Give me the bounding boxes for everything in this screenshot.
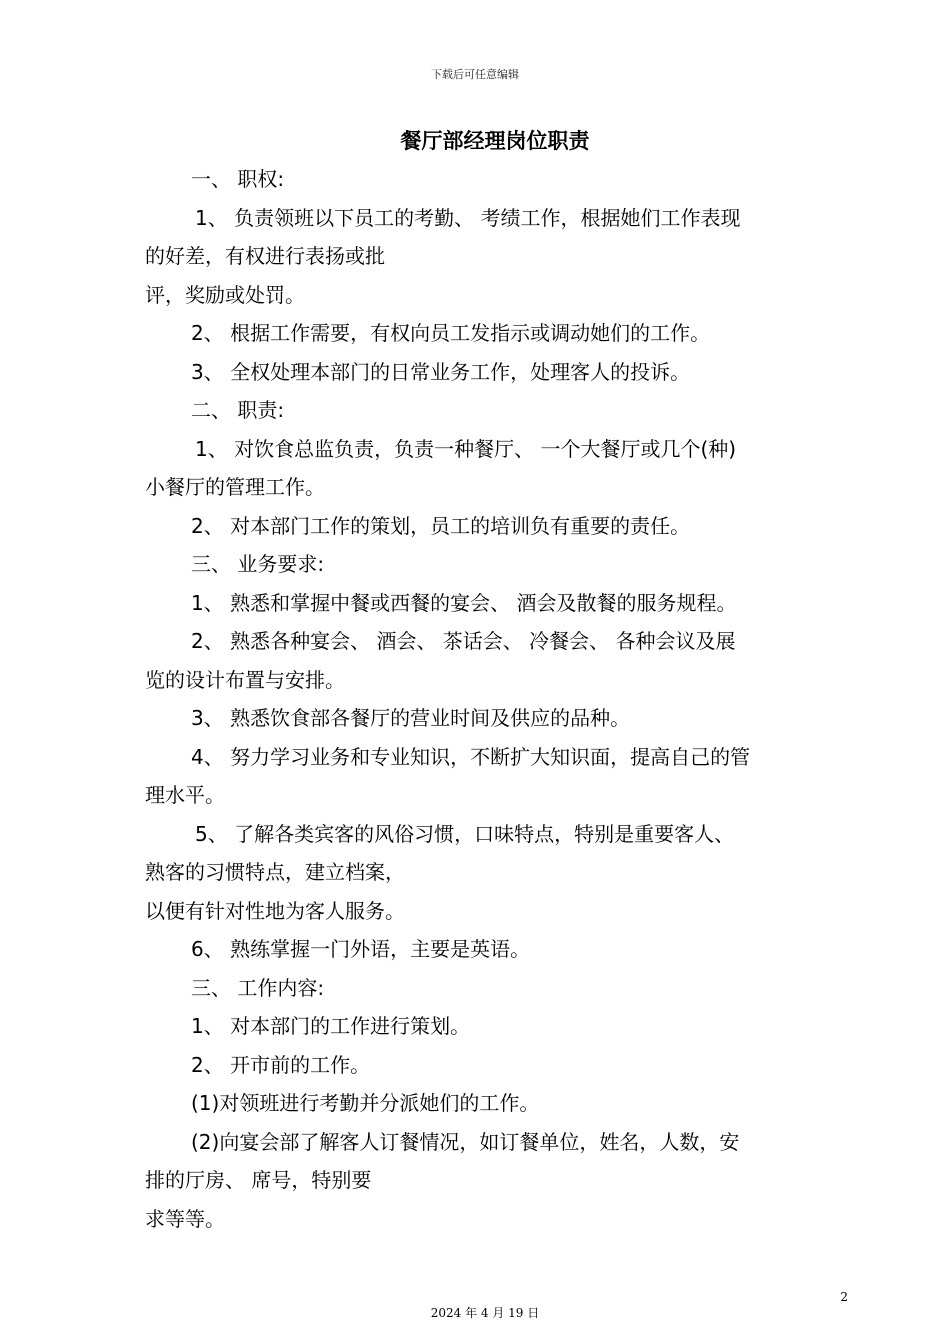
- body-line: 6、 熟练掌握一门外语，主要是英语。: [191, 937, 531, 961]
- body-line: 小餐厅的管理工作。: [145, 475, 325, 499]
- body-line: 3、 全权处理本部门的日常业务工作，处理客人的投诉。: [191, 359, 691, 384]
- section-heading: 二、 职责:: [191, 398, 285, 422]
- body-line: (2)向宴会部了解客人订餐情况，如订餐单位，姓名，人数，安: [191, 1129, 740, 1154]
- body-line: 1、 熟悉和掌握中餐或西餐的宴会、 酒会及散餐的服务规程。: [191, 590, 737, 615]
- body-line: 4、 努力学习业务和专业知识，不断扩大知识面，提高自己的管: [191, 744, 751, 769]
- body-line: 求等等。: [145, 1206, 225, 1231]
- body-line: 评，奖励或处罚。: [145, 282, 305, 307]
- body-line: 1、 对本部门的工作进行策划。: [191, 1014, 471, 1038]
- body-line: 2、 对本部门工作的策划，员工的培训负有重要的责任。: [191, 513, 691, 538]
- body-line: 1、 对饮食总监负责，负责一种餐厅、 一个大餐厅或几个(种): [195, 436, 737, 461]
- body-line: 排的厅房、 席号，特别要: [145, 1168, 372, 1192]
- body-line: 以便有针对性地为客人服务。: [145, 898, 405, 923]
- document-body: [145, 160, 850, 1238]
- body-line: 2、 熟悉各种宴会、 酒会、 茶话会、 冷餐会、 各种会议及展: [191, 629, 736, 653]
- body-line: 熟客的习惯特点，建立档案，: [145, 860, 405, 884]
- body-line: (1)对领班进行考勤并分派她们的工作。: [191, 1091, 540, 1115]
- section-heading: 一、 职权:: [191, 167, 285, 191]
- body-line: 2、 开市前的工作。: [191, 1052, 371, 1077]
- body-line: 1、 负责领班以下员工的考勤、 考绩工作，根据她们工作表现: [195, 205, 741, 230]
- body-line: 的好差，有权进行表扬或批: [145, 244, 385, 268]
- body-line: 5、 了解各类宾客的风俗习惯，口味特点，特别是重要客人、: [195, 821, 735, 846]
- body-line: 理水平。: [145, 783, 225, 807]
- body-line: 2、 根据工作需要，有权向员工发指示或调动她们的工作。: [191, 321, 711, 345]
- body-line: 览的设计布置与安排。: [145, 667, 345, 692]
- header-note: 下载后可任意编辑: [431, 68, 519, 81]
- page-number: 2: [840, 1290, 848, 1304]
- section-heading: 三、 业务要求:: [191, 552, 325, 576]
- footer-date: 2024 年 4 月 19 日: [430, 1306, 540, 1320]
- page-title: 餐厅部经理岗位职责: [400, 129, 590, 153]
- section-heading: 三、 工作内容:: [191, 975, 325, 1000]
- body-line: 3、 熟悉饮食部各餐厅的营业时间及供应的品种。: [191, 706, 631, 730]
